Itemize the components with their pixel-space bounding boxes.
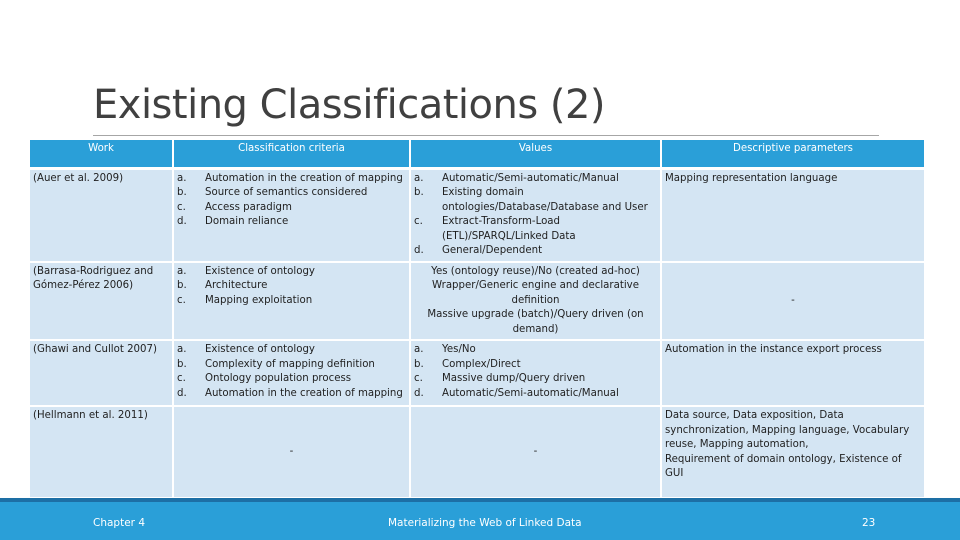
descriptive-line: Requirement of domain ontology, Existence of GUI (665, 453, 902, 479)
values-cell (410, 168, 661, 262)
slide-title: Existing Classifications (2) (93, 82, 606, 128)
list-item: a. Existence of ontology (177, 344, 315, 355)
criteria-cell: - (173, 406, 410, 498)
list-item: c. Mapping exploitation (177, 294, 313, 306)
criteria-cell (173, 340, 410, 406)
values-line: Yes (ontology reuse)/No (created ad-hoc) (431, 265, 640, 277)
descriptive-cell: - (661, 262, 924, 341)
values-cell: - (410, 406, 661, 498)
list-item: d. General/Dependent (414, 245, 543, 256)
table-row (30, 168, 924, 262)
page-number: 23 (862, 517, 876, 529)
descriptive-line: Data source, Data exposition, Data synchronization, Mapping language, Vocabulary reuse, Mapping automation, (665, 410, 910, 450)
list-item: a. Yes/No (414, 344, 476, 355)
header-work: Work (30, 140, 173, 168)
list-item: b. Complexity of mapping definition (177, 358, 375, 370)
list-item: b. Existing domain ontologies/Database/Database and User (414, 187, 648, 213)
values-cell (410, 262, 661, 341)
list-item: d. Automation in the creation of mapping (177, 387, 403, 399)
table-row (30, 340, 924, 406)
list-item: c. Extract-Transform-Load (ETL)/SPARQL/Linked Data (414, 216, 576, 242)
table-row (30, 406, 924, 498)
table-header-row (30, 140, 924, 168)
values-line: Wrapper/Generic engine and declarative definition (432, 280, 639, 306)
header-descriptive: Descriptive parameters (661, 140, 924, 168)
list-item: d. Domain reliance (177, 216, 289, 227)
list-item: c. Ontology population process (177, 373, 352, 384)
list-item: c. Massive dump/Query driven (414, 373, 586, 384)
values-cell (410, 340, 661, 406)
descriptive-cell: Automation in the instance export process (661, 340, 924, 406)
work-cell: (Barrasa-Rodriguez and Gómez-Pérez 2006) (30, 262, 173, 341)
title-divider (93, 135, 879, 136)
list-item: a. Automatic/Semi-automatic/Manual (414, 172, 619, 184)
header-values: Values (410, 140, 661, 168)
table-row (30, 262, 924, 341)
list-item: b. Complex/Direct (414, 358, 521, 370)
work-cell: (Auer et al. 2009) (30, 168, 173, 262)
list-item: a. Existence of ontology (177, 265, 315, 277)
work-cell: (Hellmann et al. 2011) (30, 406, 173, 498)
footer-book-title: Materializing the Web of Linked Data (388, 517, 582, 529)
descriptive-cell: Mapping representation language (661, 168, 924, 262)
classification-table (30, 140, 924, 499)
header-criteria: Classification criteria (173, 140, 410, 168)
list-item: c. Access paradigm (177, 201, 292, 213)
work-cell: (Ghawi and Cullot 2007) (30, 340, 173, 406)
list-item: a. Automation in the creation of mapping (177, 172, 403, 184)
list-item: b. Source of semantics considered (177, 187, 368, 198)
footer-chapter: Chapter 4 (93, 517, 145, 529)
list-item: b. Architecture (177, 280, 268, 291)
footer-stripe (0, 498, 960, 502)
criteria-cell (173, 168, 410, 262)
criteria-cell (173, 262, 410, 341)
descriptive-cell (661, 406, 924, 498)
list-item: d. Automatic/Semi-automatic/Manual (414, 387, 619, 399)
values-line: Massive upgrade (batch)/Query driven (on demand) (427, 309, 644, 335)
